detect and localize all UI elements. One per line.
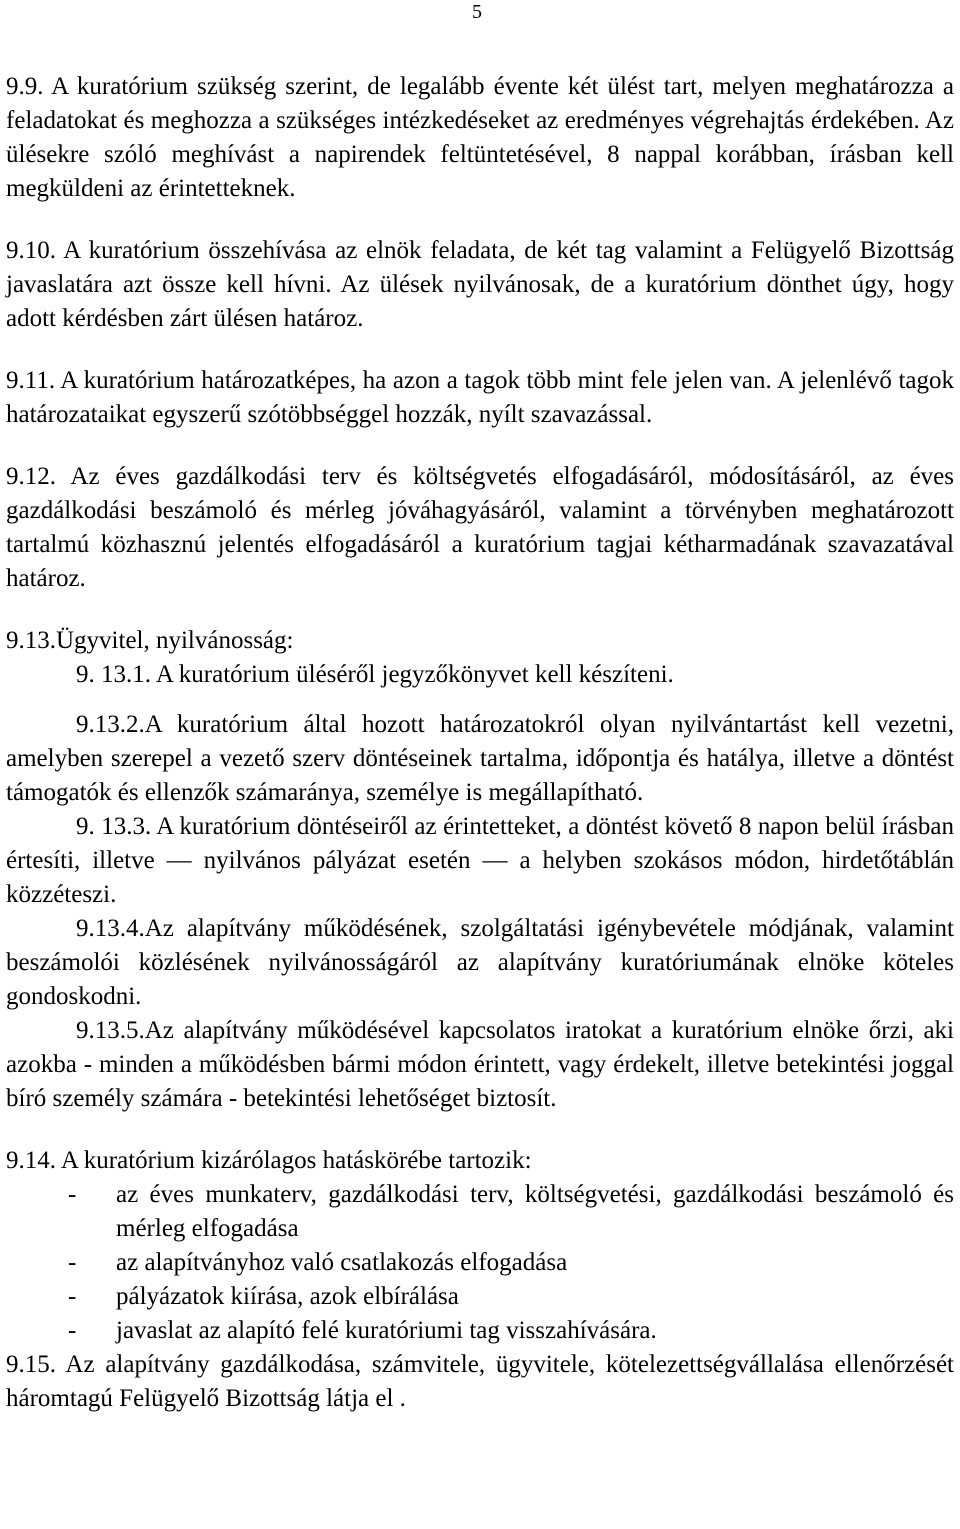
list-dash: -: [68, 1249, 77, 1276]
list-item-text: az alapítványhoz való csatlakozás elfogadása: [116, 1249, 568, 1276]
paragraph-9-12: 9.12. Az éves gazdálkodási terv és költségvetés elfogadásáról, módosításáról, az éves gazdálkodási beszámoló és mérleg jóváhagyásáról, valamint a törvényben meghatározott tartalmú közhasznú jelentés elfogadásáról a kuratórium tagjai kétharmadának szavazatával határoz.: [6, 463, 954, 592]
heading-9-14: 9.14. A kuratórium kizárólagos hatáskörébe tartozik:: [6, 1147, 532, 1174]
paragraph-9-13-2: 9.13.2.A kuratórium által hozott határozatokról olyan nyilvántartást kell vezetni, amelyben szerepel a vezető szerv döntéseinek tartalma, időpontja és hatálya, illetve a döntést támogatók és ellenzők számaránya, személye is megállapítható.: [6, 711, 954, 806]
list-item-text: javaslat az alapító felé kuratóriumi tag visszahívására.: [116, 1317, 657, 1344]
list-item: [6, 1280, 954, 1314]
page-number: 5: [472, 1, 482, 23]
paragraph-9-13-3: 9. 13.3. A kuratórium döntéseiről az érintetteket, a döntést követő 8 napon belül írásban értesíti, illetve — nyilvános pályázat esetén — a helyben szokásos módon, hirdetőtáblán közzéteszi.: [6, 813, 954, 908]
list-dash: -: [68, 1283, 77, 1310]
paragraph-9-13-5: 9.13.5.Az alapítvány működésével kapcsolatos iratokat a kuratórium elnöke őrzi, aki azokba - minden a működésben bármi módon érintett, vagy érdekelt, illetve betekintési joggal bíró személy számára - betekintési lehetőséget biztosít.: [6, 1017, 954, 1112]
list-item-text: az éves munkaterv, gazdálkodási terv, költségvetési, gazdálkodási beszámoló és mérleg elfogadása: [116, 1181, 954, 1242]
list-item: [6, 1314, 954, 1348]
paragraph-9-13-4: 9.13.4.Az alapítvány működésének, szolgáltatási igénybevétele módjának, valamint beszámolói közlésének nyilvánosságáról az alapítvány kuratóriumának elnöke köteles gondoskodni.: [6, 915, 954, 1010]
list-item: [6, 1178, 954, 1246]
paragraph-9-9: 9.9. A kuratórium szükség szerint, de legalább évente két ülést tart, melyen meghatározza a feladatokat és meghozza a szükséges intézkedéseket az eredményes végrehajtás érdekében. Az ülésekre szóló meghívást a napirendek feltüntetésével, 8 nappal korábban, írásban kell megküldeni az érintetteknek.: [6, 73, 954, 202]
paragraph-9-13-1: 9. 13.1. A kuratórium üléséről jegyzőkönyvet kell készíteni.: [76, 661, 674, 688]
list-dash: -: [68, 1317, 77, 1344]
paragraph-9-11: 9.11. A kuratórium határozatképes, ha azon a tagok több mint fele jelen van. A jelenlévő tagok határozataikat egyszerű szótöbbséggel hozzák, nyílt szavazással.: [6, 367, 954, 428]
heading-9-13: 9.13.Ügyvitel, nyilvánosság:: [6, 627, 294, 654]
list-dash: -: [68, 1181, 77, 1208]
document-body: [6, 70, 954, 1416]
list-item-text: pályázatok kiírása, azok elbírálása: [116, 1283, 459, 1310]
list-item: [6, 1246, 954, 1280]
paragraph-9-15: 9.15. Az alapítvány gazdálkodása, számvitele, ügyvitele, kötelezettségvállalása ellenőrzését háromtagú Felügyelő Bizottság látja el .: [6, 1351, 954, 1412]
paragraph-9-10: 9.10. A kuratórium összehívása az elnök feladata, de két tag valamint a Felügyelő Bizottság javaslatára azt össze kell hívni. Az ülések nyilvánosak, de a kuratórium dönthet úgy, hogy adott kérdésben zárt ülésen határoz.: [6, 237, 954, 332]
list-9-14: [6, 1178, 954, 1348]
